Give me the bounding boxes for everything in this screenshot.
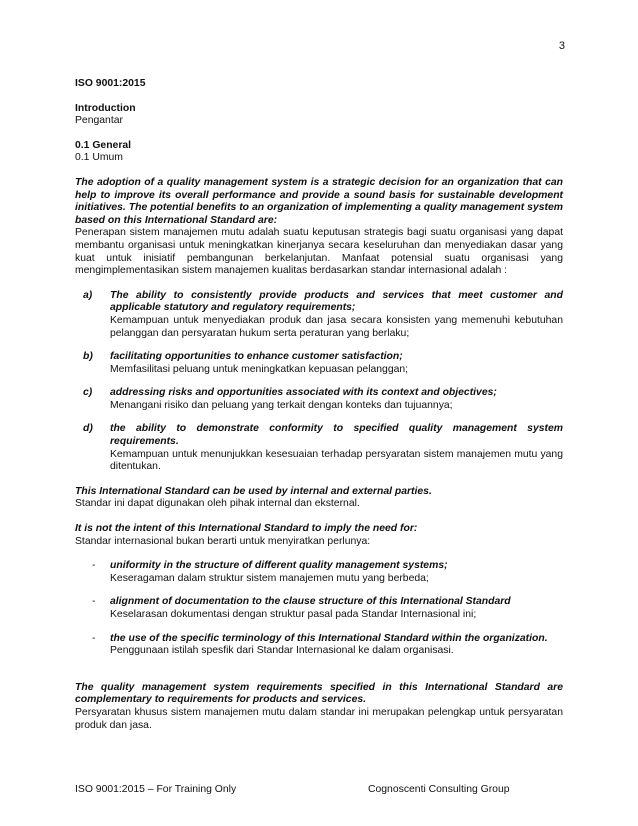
list-marker: a) bbox=[83, 289, 93, 301]
list-item bbox=[83, 560, 563, 585]
list-marker: d) bbox=[83, 423, 93, 435]
list-marker: b) bbox=[83, 351, 93, 363]
list-item-id: Kemampuan untuk menyediakan produk dan jasa secara konsisten yang memenuhi kebutuhan pelanggan dan persyaratan hukum serta peraturan yang berlaku; bbox=[110, 314, 563, 339]
requirements-paragraph-id: Persyaratan khusus sistem manajemen mutu dalam standar ini merupakan pelengkap untuk persyaratan produk dan jasa. bbox=[75, 706, 563, 731]
list-marker: - bbox=[92, 632, 96, 644]
list-item-en: facilitating opportunities to enhance customer satisfaction; bbox=[110, 351, 403, 363]
footer-left-text: ISO 9001:2015 – For Training Only bbox=[75, 784, 237, 795]
list-item bbox=[83, 596, 563, 621]
list-item-en: the ability to demonstrate conformity to specified quality management system requirements. bbox=[110, 423, 563, 448]
list-item-en: uniformity in the structure of different quality management systems; bbox=[110, 560, 448, 572]
document-title: ISO 9001:2015 bbox=[75, 78, 146, 89]
list-item bbox=[83, 423, 563, 473]
list-item-id: Memfasilitasi peluang untuk meningkatkan kepuasan pelanggan; bbox=[110, 363, 409, 375]
list-marker: c) bbox=[83, 387, 93, 399]
list-marker: - bbox=[92, 560, 96, 572]
list-item-id: Keselarasan dokumentasi dengan struktur pasal pada Standar Internasional ini; bbox=[110, 609, 477, 620]
intent-paragraph-en: It is not the intent of this International Standard to imply the need for: bbox=[75, 523, 418, 535]
footer-right-text: Cognoscenti Consulting Group bbox=[368, 784, 510, 795]
adoption-paragraph-en: The adoption of a quality management system is a strategic decision for an organization that can help to improve its overall performance and provide a sound basis for sustainable development initiatives. The potential benefits to an organization of implementing a quality management system based on this International Standard are: bbox=[75, 176, 563, 226]
introduction-subheading: Pengantar bbox=[75, 115, 123, 127]
list-item-id: Menangani risiko dan peluang yang terkait dengan konteks dan tujuannya; bbox=[110, 399, 453, 411]
list-item-id: Keseragaman dalam struktur sistem manajemen mutu yang berbeda; bbox=[110, 572, 429, 584]
list-item-en: alignment of documentation to the clause structure of this International Standard bbox=[110, 596, 511, 608]
general-subheading: 0.1 Umum bbox=[75, 152, 123, 164]
usage-paragraph-en: This International Standard can be used by internal and external parties. bbox=[75, 485, 432, 497]
list-item-en: addressing risks and opportunities associated with its context and objectives; bbox=[110, 387, 497, 399]
list-marker: - bbox=[92, 596, 96, 608]
list-item-id: Kemampuan untuk menunjukkan kesesuaian terhadap persyaratan sistem manajemen mutu yang ditentukan. bbox=[110, 448, 563, 473]
usage-paragraph-id: Standar ini dapat digunakan oleh pihak internal dan eksternal. bbox=[75, 498, 360, 510]
list-item-en: the use of the specific terminology of this International Standard within the organization. bbox=[110, 632, 548, 644]
adoption-paragraph-id: Penerapan sistem manajemen mutu adalah suatu keputusan strategis bagi suatu organisasi yang dapat membantu organisasi untuk meningkatkan kinerjanya secara keseluruhan dan menyediakan dasar yang kuat untuk inisiatif pembangunan berkelanjutan. Manfaat potensial suatu organisasi yang mengimplementasikan sistem manajemen kualitas berdasarkan standar internasional adalah : bbox=[75, 227, 563, 277]
page-number: 3 bbox=[558, 40, 565, 52]
intent-paragraph-id: Standar internasional bukan berarti untuk menyiratkan perlunya: bbox=[75, 535, 371, 547]
list-item bbox=[83, 633, 563, 658]
introduction-heading: Introduction bbox=[75, 102, 136, 114]
requirements-paragraph-en: The quality management system requirements specified in this International Standard are complementary to requirements for products and services. bbox=[75, 681, 563, 706]
document-body bbox=[75, 78, 563, 732]
list-item bbox=[83, 290, 563, 340]
list-item-id: Penggunaan istilah spesfik dari Standar Internasional ke dalam organisasi. bbox=[110, 645, 454, 657]
general-heading: 0.1 General bbox=[75, 139, 132, 151]
list-item-en: The ability to consistently provide products and services that meet customer and applicable statutory and regulatory requirements; bbox=[110, 289, 563, 314]
list-item bbox=[83, 351, 563, 376]
list-item bbox=[83, 387, 563, 412]
